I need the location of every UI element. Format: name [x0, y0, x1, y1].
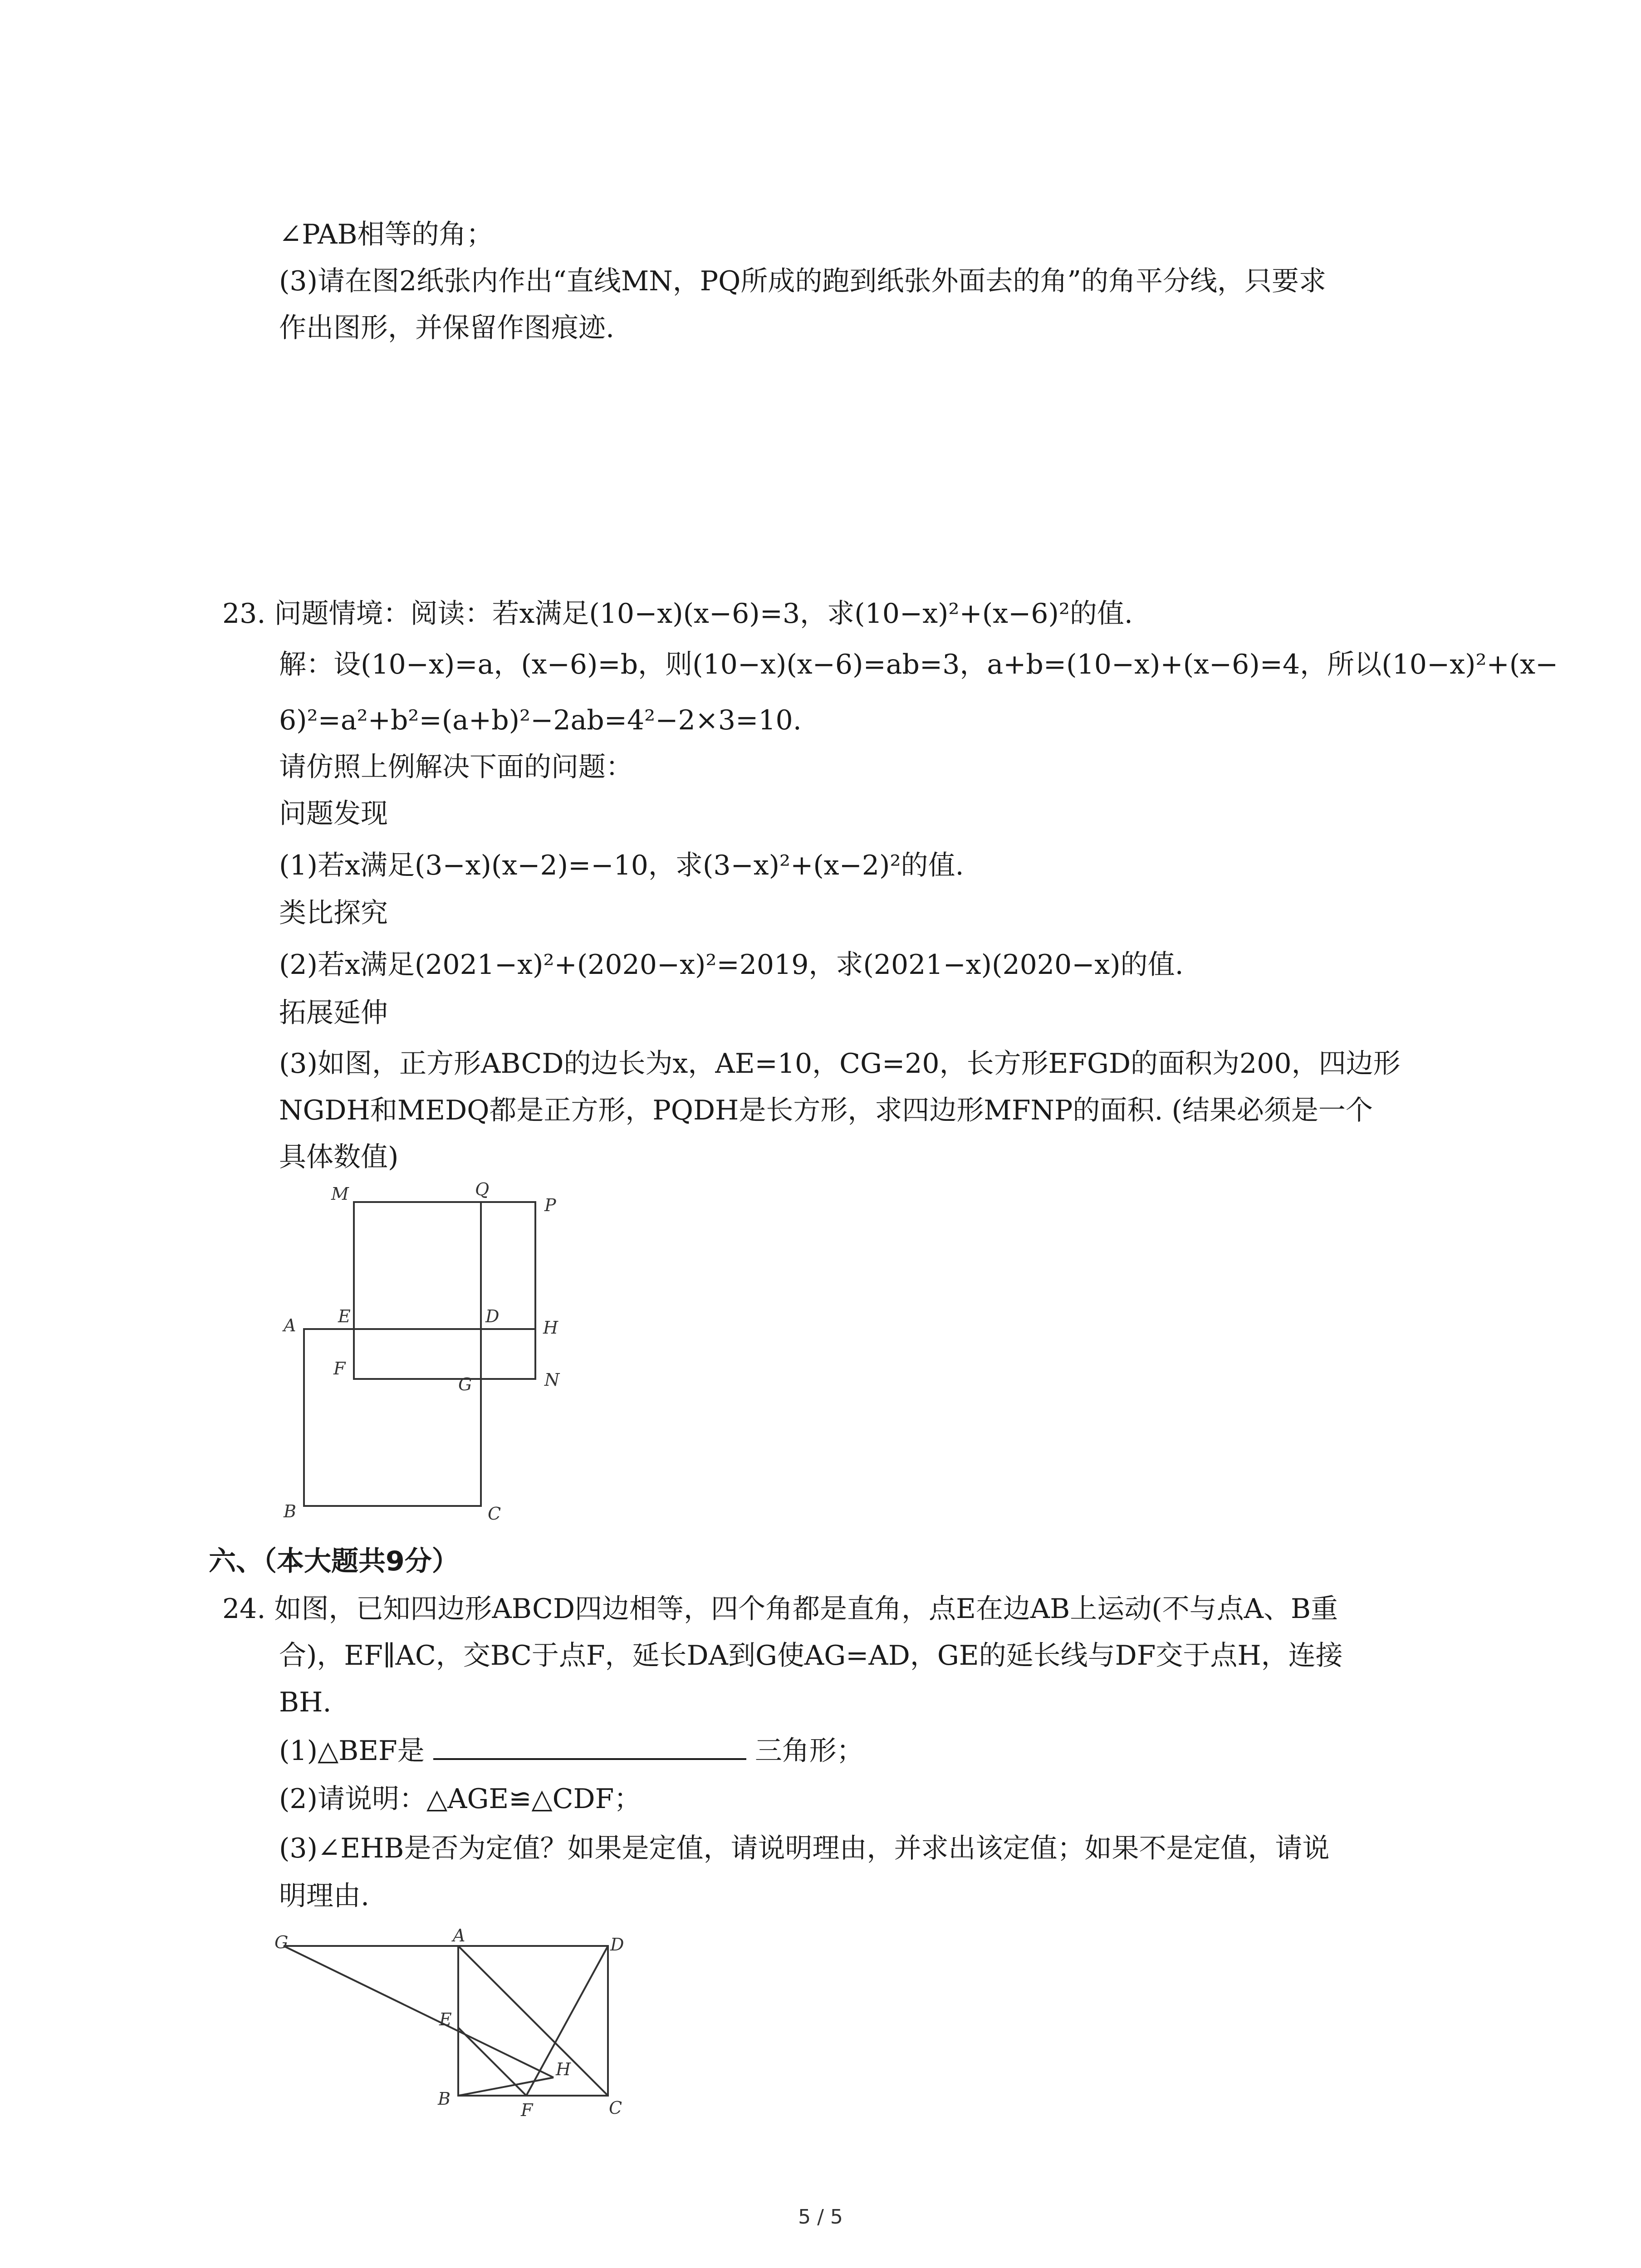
- label-g: G: [458, 1374, 472, 1394]
- subheading: 类比探究: [279, 897, 388, 929]
- text: 三角形；: [754, 1735, 864, 1767]
- text-line: (3)∠EHB是否为定值？如果是定值，请说明理由，并求出该定值；如果不是定值，请说: [279, 1833, 1330, 1864]
- subheading: 问题发现: [279, 798, 388, 830]
- question-text: 如图，已知四边形ABCD四边相等，四个角都是直角，点E在边AB上运动(不与点A、B重: [274, 1593, 1338, 1625]
- label-a: A: [453, 1926, 465, 1945]
- text-line: (3)如图，正方形ABCD的边长为x，AE=10，CG=20，长方形EFGD的面积为200，四边形: [279, 1048, 1401, 1080]
- text-line: (3)请在图2纸张内作出“直线MN，PQ所成的跑到纸张外面去的角”的角平分线，只要求: [279, 265, 1327, 297]
- label-b: B: [284, 1501, 296, 1521]
- text: (1)△BEF是: [279, 1735, 425, 1767]
- label-m: M: [331, 1184, 349, 1204]
- label-b: B: [438, 2089, 451, 2109]
- label-d: D: [610, 1935, 624, 1955]
- subheading: 拓展延伸: [279, 997, 388, 1029]
- label-c: C: [488, 1504, 501, 1524]
- text-line: ∠PAB相等的角；: [279, 219, 494, 250]
- answer-blank[interactable]: [433, 1733, 746, 1760]
- label-c: C: [609, 2098, 622, 2118]
- text-line: 合)，EF∥AC，交BC于点F，延长DA到G使AG=AD，GE的延长线与DF交于点H，连接: [279, 1640, 1343, 1672]
- fill-blank-line: [279, 1733, 864, 1769]
- question-number: 23.: [222, 598, 266, 630]
- square-megq-outline: [354, 1202, 535, 1379]
- text-line: (1)若x满足(3−x)(x−2)=−10，求(3−x)²+(x−2)²的值.: [279, 850, 964, 881]
- question-text: 问题情境：阅读：若x满足(10−x)(x−6)=3，求(10−x)²+(x−6)²的值.: [274, 598, 1133, 630]
- line-ac: [458, 1946, 608, 2096]
- text-line: 6)²=a²+b²=(a+b)²−2ab=4²−2×3=10.: [279, 704, 802, 736]
- label-q: Q: [475, 1179, 490, 1199]
- section-heading: 六、（本大题共9分）: [209, 1545, 459, 1577]
- question-number: 24.: [222, 1593, 266, 1625]
- text-line: 请仿照上例解决下面的问题：: [279, 751, 633, 783]
- label-e: E: [338, 1306, 351, 1326]
- text-line: (2)若x满足(2021−x)²+(2020−x)²=2019，求(2021−x)(2020−x)的值.: [279, 949, 1184, 981]
- label-h: H: [543, 1318, 558, 1338]
- page-number: 5 / 5: [798, 2205, 843, 2229]
- text-line: 作出图形，并保留作图痕迹.: [279, 312, 615, 344]
- line-bh: [458, 2077, 554, 2096]
- label-f: F: [333, 1359, 346, 1378]
- question-24-intro: [222, 1591, 1338, 1627]
- text-line: NGDH和MEDQ都是正方形，PQDH是长方形，求四边形MFNP的面积. (结果必须是一个: [279, 1095, 1373, 1126]
- label-h: H: [556, 2059, 571, 2079]
- label-g: G: [274, 1932, 289, 1952]
- label-p: P: [544, 1195, 556, 1215]
- line-gh: [284, 1946, 554, 2077]
- text-line: (2)请说明：△AGE≌△CDF；: [279, 1783, 642, 1815]
- text-line: 具体数值): [279, 1141, 399, 1173]
- label-n: N: [544, 1370, 560, 1390]
- question-23-intro: [222, 596, 1133, 632]
- figure-23: [272, 1179, 572, 1533]
- label-f: F: [521, 2100, 533, 2120]
- label-e: E: [439, 2009, 452, 2029]
- label-a: A: [284, 1315, 296, 1335]
- figure-24: [272, 1923, 624, 2150]
- text-line: 解：设(10−x)=a，(x−6)=b，则(10−x)(x−6)=ab=3，a+b=(10−x)+(x−6)=4，所以(10−x)²+(x−: [279, 649, 1558, 680]
- label-d: D: [485, 1306, 500, 1326]
- square-abcd: [304, 1329, 481, 1506]
- text-line: 明理由.: [279, 1880, 370, 1912]
- text-line: BH.: [279, 1686, 332, 1718]
